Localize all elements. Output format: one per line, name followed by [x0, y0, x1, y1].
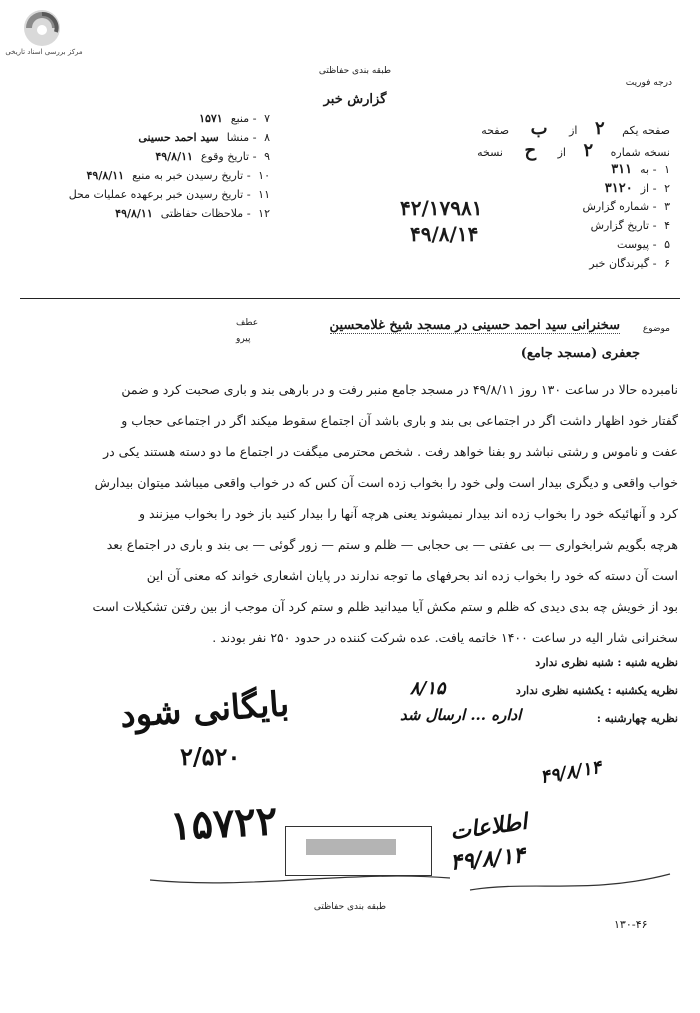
- source-field-label: تاریخ وقوع: [200, 150, 250, 163]
- classification-bottom: طبقه بندی حفاظتی: [313, 902, 387, 912]
- report-field-number: ۴: [664, 219, 670, 232]
- page-label: صفحه یکم: [622, 124, 670, 137]
- handwritten-report-date: ۴۹/۸/۱۴: [410, 222, 479, 246]
- copy-az: از: [557, 146, 566, 159]
- report-field-label: پیوست: [617, 238, 650, 251]
- subject-label: موضوع: [642, 324, 670, 334]
- page-info: صفحه یکم ۲ از ب صفحه: [481, 118, 670, 139]
- source-field-label: تاریخ رسیدن خبر برعهده عملیات محل: [68, 188, 244, 201]
- source-field-number: ۱۲: [258, 207, 270, 220]
- report-field-row: ۶ - گیرندگان خبر: [589, 257, 670, 270]
- report-field-label: به: [640, 163, 650, 176]
- body-line: سخنرانی شار الیه در ساعت ۱۴۰۰ خاتمه یافت. عده شرکت کننده در حدود ۲۵۰ نفر بودند .: [212, 630, 678, 645]
- opinion-sunday: نظریه شنبه : شنبه نظری ندارد: [535, 656, 678, 669]
- report-field-number: ۱: [664, 163, 670, 176]
- copy-info: نسخه شماره ۲ از ح نسخه: [477, 140, 670, 161]
- source-field-value: ۴۹/۸/۱۱: [86, 169, 125, 182]
- source-field-number: ۱۰: [258, 169, 270, 182]
- body-line: بود از خویش چه بدی دیدی که ظلم و ستم مکش آیا میدانید ظلم و ستم کرد آن موجب از بین رفتن تشکیلات است: [92, 599, 678, 614]
- header-divider: [20, 298, 680, 299]
- source-field-row: ۱۲ - ملاحظات حفاظتی۴۹/۸/۱۱: [115, 207, 270, 220]
- body-line: عفت و ناموس و رشتی نباشد رو بفنا خواهد رفت . شخص محترمی میگفت در اجتماع ما دو دسته هستند یکی در: [103, 444, 678, 459]
- source-field-number: ۸: [264, 131, 270, 144]
- atf-label: عطف: [236, 318, 259, 328]
- report-field-label: گیرندگان خبر: [589, 257, 650, 270]
- copy-total: ۲: [583, 140, 594, 161]
- source-field-value: ۴۹/۸/۱۱: [155, 150, 193, 163]
- priority-label: درجه فوریت: [625, 78, 672, 88]
- source-field-number: ۹: [264, 150, 270, 163]
- body-line: هرچه بگویم شرابخواری — بی عفتی — بی حجابی — ظلم و ستم — زور گوئی — بی بند و باری در اجتماع بعد: [106, 537, 678, 552]
- right-signature: ۴۹/۸/۱۴: [538, 756, 603, 789]
- copy-unit: نسخه: [477, 146, 503, 159]
- subject-text: سخنرانی سید احمد حسینی در مسجد شیخ غلامحسین: [329, 318, 620, 333]
- report-field-value: ۳۱۲۰: [604, 181, 633, 196]
- redacted-area: [306, 839, 396, 855]
- report-field-row: ۳ - شماره گزارش: [582, 200, 670, 213]
- report-field-label: شماره گزارش: [582, 200, 650, 213]
- ettelaat-handwriting: اطلاعات: [448, 808, 529, 846]
- handwritten-report-number: ۴۲/۱۷۹۸۱: [400, 196, 483, 220]
- source-field-row: ۱۱ - تاریخ رسیدن خبر برعهده عملیات محل: [68, 188, 270, 201]
- scribble-lines: [150, 860, 690, 900]
- source-field-value: سید احمد حسینی: [138, 131, 219, 144]
- opinion-wednesday-handwriting: اداره ... ارسال شد: [400, 706, 522, 724]
- logo-caption: مرکز بررسی اسناد تاریخی: [5, 48, 83, 56]
- report-field-label: از: [640, 182, 650, 195]
- report-field-value: ۳۱۱: [611, 162, 633, 177]
- ettelaat-date: ۴۹/۸/۱۴: [448, 842, 527, 876]
- source-field-row: ۱۰ - تاریخ رسیدن خبر به منبع۴۹/۸/۱۱: [86, 169, 270, 182]
- body-line: کرد و آنهائیکه خود را بخواب زده اند بیدار نمیشوند یعنی هرچه آنها را بیدار کنید باز خود را بخواب میزنند و: [139, 506, 678, 521]
- archive-stamp: بایگانی شود: [118, 684, 291, 736]
- archive-number: ۲/۵۲۰: [180, 742, 241, 771]
- report-field-number: ۵: [664, 238, 670, 251]
- source-field-row: ۸ - منشاسید احمد حسینی: [138, 131, 270, 144]
- document-code: ۱۳۰-۴۶: [614, 918, 648, 931]
- opinion-monday: نظریه یکشنبه : یکشنبه نظری ندارد: [515, 684, 678, 697]
- page-unit: صفحه: [481, 124, 510, 137]
- classification-top: طبقه بندی حفاظتی: [318, 66, 392, 76]
- document-title: گزارش خبر: [323, 92, 387, 107]
- opinion-monday-handwriting: ۸/۱۵: [410, 678, 446, 699]
- report-field-number: ۶: [664, 257, 670, 270]
- report-field-row: ۲ - از۳۱۲۰: [604, 181, 670, 196]
- source-field-label: منشا: [226, 131, 250, 144]
- report-field-row: ۵ - پیوست: [617, 238, 670, 251]
- copy-label: نسخه شماره: [610, 146, 670, 159]
- body-line: نامبرده حالا در ساعت ۱۳۰ روز ۴۹/۸/۱۱ در مسجد جامع منبر رفت و در بارهی بند و باری صحبت کرد و ضمن: [121, 382, 678, 397]
- source-field-row: ۷ - منبع۱۵۷۱: [199, 112, 270, 125]
- page-total: ۲: [594, 118, 605, 139]
- report-field-row: ۴ - تاریخ گزارش: [590, 219, 670, 232]
- page-az: از: [569, 124, 578, 137]
- source-field-label: ملاحظات حفاظتی: [160, 207, 244, 220]
- source-field-value: ۴۹/۸/۱۱: [115, 207, 153, 220]
- source-field-row: ۹ - تاریخ وقوع۴۹/۸/۱۱: [155, 150, 270, 163]
- peyro-label: پیرو: [236, 334, 251, 344]
- report-field-label: تاریخ گزارش: [590, 219, 650, 232]
- report-field-number: ۲: [664, 182, 670, 195]
- source-field-value: ۱۵۷۱: [199, 112, 223, 125]
- opinion-wednesday: نظریه چهارشنبه :: [596, 712, 678, 725]
- source-field-label: تاریخ رسیدن خبر به منبع: [132, 169, 244, 182]
- body-line: گفتار خود اظهار داشت اگر در اجتماعی بی بند و باری باشد آن اجتماع سقوط میکند اگر در اجتماعی حجاب و: [121, 413, 678, 428]
- subject-text-line2: جعفری (مسجد جامع): [520, 346, 640, 361]
- body-line: است آن دسته که خود را بخواب زده اند بحرفهای ما توجه ندارند در پایان اشعاری خواند که معنی آن این: [146, 568, 678, 583]
- source-field-number: ۱۱: [258, 188, 270, 201]
- big-handwritten-number: ۱۵۷۲۲: [168, 797, 279, 850]
- source-field-number: ۷: [264, 112, 270, 125]
- report-field-number: ۳: [664, 200, 670, 213]
- source-field-label: منبع: [230, 112, 250, 125]
- body-line: خواب واقعی و دیگری بیدار است ولی خود را بخواب زده است آن کس که در خواب واقعی میباشد میتوان بیدارش: [94, 475, 678, 490]
- report-field-row: ۱ - به۳۱۱: [611, 162, 670, 177]
